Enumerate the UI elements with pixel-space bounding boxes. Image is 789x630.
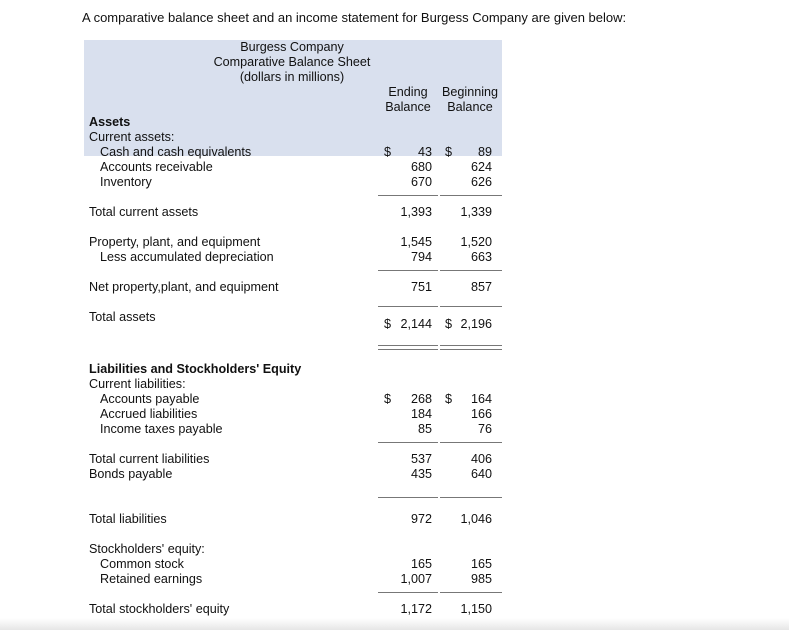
row-assets-heading [84, 115, 502, 130]
current-assets-heading: Current assets: [89, 130, 175, 144]
underline [440, 270, 502, 271]
total-assets-beginning: 2,196 [460, 317, 492, 331]
double-underline [440, 345, 502, 346]
total-assets-ending: 2,144 [400, 317, 432, 331]
double-underline [440, 349, 502, 350]
total-se-label: Total stockholders' equity [89, 602, 230, 616]
row-current-liabilities-heading [84, 377, 502, 392]
row-current-assets-heading [84, 130, 502, 145]
col-ending-line2: Balance [385, 100, 431, 114]
retained-earnings-ending: 1,007 [400, 572, 432, 586]
ar-beginning: 624 [470, 160, 492, 174]
row-net-ppe [84, 280, 502, 295]
row-stockholders-equity-heading [84, 542, 502, 557]
underline [440, 497, 502, 498]
col-beginning-line1: Beginning [441, 85, 499, 99]
row-inventory [84, 175, 502, 190]
total-current-liabilities-ending: 537 [410, 452, 432, 466]
cash-label: Cash and cash equivalents [100, 145, 252, 159]
page-fade [0, 618, 789, 630]
sheet-title [192, 40, 392, 85]
taxes-label: Income taxes payable [100, 422, 223, 436]
cash-beginning: 89 [477, 145, 492, 159]
total-liabilities-ending: 972 [410, 512, 432, 526]
units-note: (dollars in millions) [239, 70, 345, 84]
common-stock-beginning: 165 [470, 557, 492, 571]
underline [378, 592, 438, 593]
dollar-sign: $ [445, 145, 453, 159]
row-cash [84, 145, 502, 160]
total-current-assets-beginning: 1,339 [460, 205, 492, 219]
inventory-beginning: 626 [470, 175, 492, 189]
row-accrued-liabilities [84, 407, 502, 422]
statement-name: Comparative Balance Sheet [213, 55, 371, 69]
underline [440, 592, 502, 593]
dollar-sign: $ [384, 317, 392, 331]
underline [378, 306, 438, 307]
bonds-label: Bonds payable [89, 467, 173, 481]
row-income-taxes-payable [84, 422, 502, 437]
liabilities-equity-heading: Liabilities and Stockholders' Equity [89, 362, 302, 376]
col-beginning-line2: Balance [447, 100, 493, 114]
row-retained-earnings [84, 572, 502, 587]
underline [378, 442, 438, 443]
acc-dep-ending: 794 [410, 250, 432, 264]
net-ppe-label: Net property,plant, and equipment [89, 280, 279, 294]
total-current-assets-label: Total current assets [89, 205, 199, 219]
accrued-ending: 184 [410, 407, 432, 421]
accrued-label: Accrued liabilities [100, 407, 198, 421]
row-total-stockholders-equity [84, 602, 502, 617]
net-ppe-ending: 751 [410, 280, 432, 294]
row-total-assets-values [84, 317, 502, 332]
col-beginning-header [438, 85, 502, 115]
row-liabilities-heading [84, 362, 502, 377]
bonds-beginning: 640 [470, 467, 492, 481]
current-liabilities-heading: Current liabilities: [89, 377, 186, 391]
row-accounts-payable [84, 392, 502, 407]
taxes-ending: 85 [417, 422, 432, 436]
total-current-assets-ending: 1,393 [400, 205, 432, 219]
underline [378, 497, 438, 498]
underline [378, 270, 438, 271]
row-accounts-receivable [84, 160, 502, 175]
col-ending-header [382, 85, 434, 115]
total-assets-label: Total assets [89, 310, 156, 324]
balance-sheet [84, 40, 502, 630]
row-total-current-liabilities [84, 452, 502, 467]
common-stock-ending: 165 [410, 557, 432, 571]
dollar-sign: $ [384, 392, 392, 406]
retained-earnings-label: Retained earnings [100, 572, 203, 586]
row-total-current-assets [84, 205, 502, 220]
dollar-sign: $ [445, 317, 453, 331]
dollar-sign: $ [384, 145, 392, 159]
ppe-beginning: 1,520 [460, 235, 492, 249]
net-ppe-beginning: 857 [470, 280, 492, 294]
underline [440, 306, 502, 307]
acc-dep-label: Less accumulated depreciation [100, 250, 274, 264]
total-se-beginning: 1,150 [460, 602, 492, 616]
row-bonds-payable [84, 467, 502, 482]
row-accumulated-depreciation [84, 250, 502, 265]
col-ending-line1: Ending [388, 85, 428, 99]
ppe-label: Property, plant, and equipment [89, 235, 261, 249]
bonds-ending: 435 [410, 467, 432, 481]
total-liabilities-beginning: 1,046 [460, 512, 492, 526]
accrued-beginning: 166 [470, 407, 492, 421]
ap-beginning: 164 [470, 392, 492, 406]
total-se-ending: 1,172 [400, 602, 432, 616]
underline [378, 195, 438, 196]
total-current-liabilities-label: Total current liabilities [89, 452, 210, 466]
cash-ending: 43 [417, 145, 432, 159]
taxes-beginning: 76 [477, 422, 492, 436]
stockholders-equity-heading: Stockholders' equity: [89, 542, 205, 556]
ar-ending: 680 [410, 160, 432, 174]
common-stock-label: Common stock [100, 557, 184, 571]
total-current-liabilities-beginning: 406 [470, 452, 492, 466]
double-underline [378, 349, 438, 350]
company-name: Burgess Company [240, 40, 344, 54]
retained-earnings-beginning: 985 [470, 572, 492, 586]
acc-dep-beginning: 663 [470, 250, 492, 264]
underline [440, 442, 502, 443]
intro-text: A comparative balance sheet and an income statement for Burgess Company are given below: [82, 10, 627, 25]
ar-label: Accounts receivable [100, 160, 213, 174]
inventory-ending: 670 [410, 175, 432, 189]
row-ppe [84, 235, 502, 250]
dollar-sign: $ [445, 392, 453, 406]
inventory-label: Inventory [100, 175, 152, 189]
row-total-liabilities [84, 512, 502, 527]
ap-label: Accounts payable [100, 392, 200, 406]
ppe-ending: 1,545 [400, 235, 432, 249]
double-underline [378, 345, 438, 346]
row-common-stock [84, 557, 502, 572]
ap-ending: 268 [410, 392, 432, 406]
assets-heading: Assets [89, 115, 131, 129]
total-liabilities-label: Total liabilities [89, 512, 167, 526]
underline [440, 195, 502, 196]
